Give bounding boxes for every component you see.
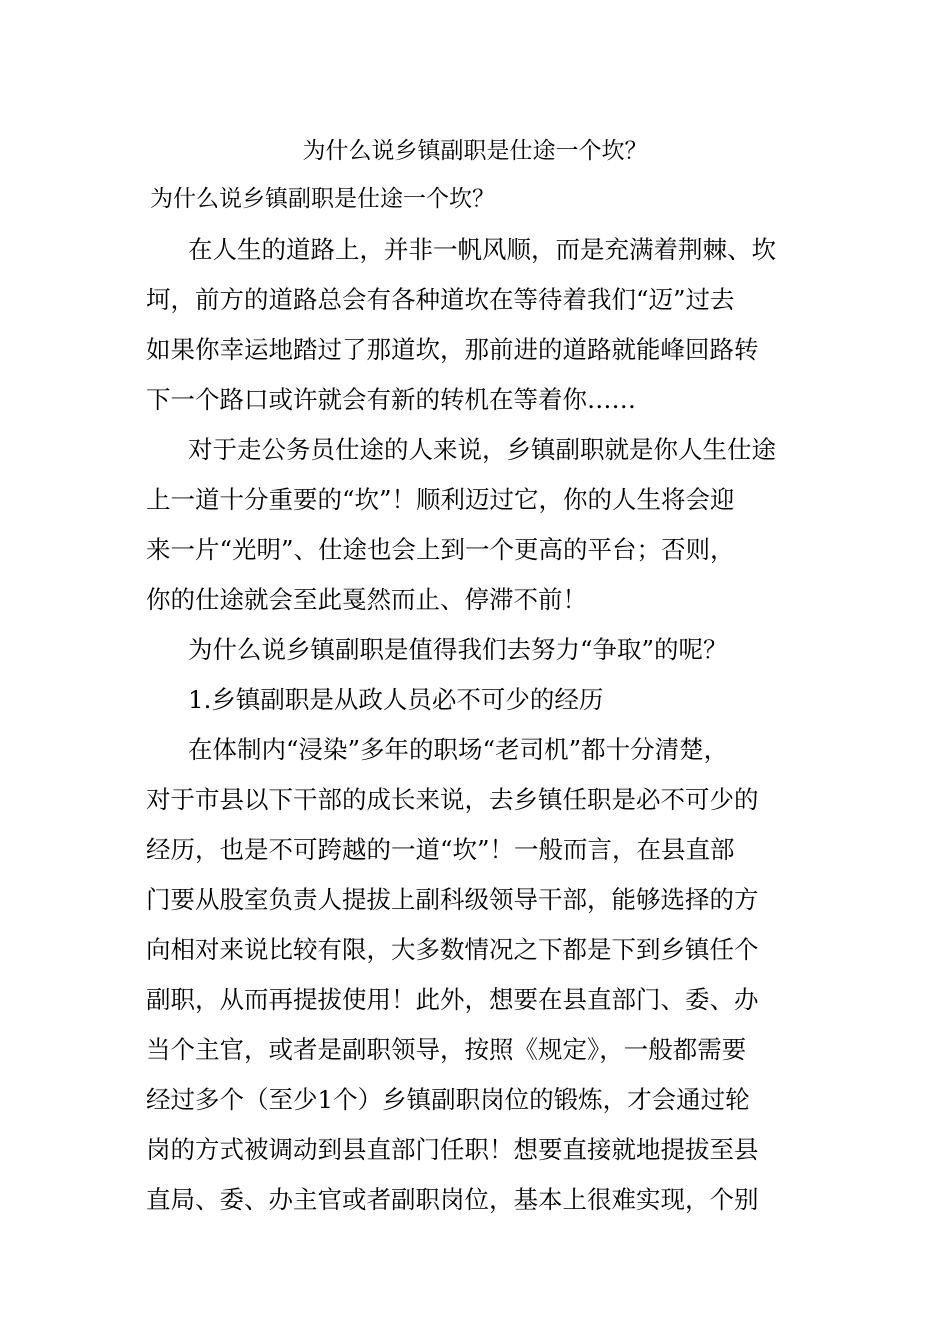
body-line: 对于走公务员仕途的人来说，乡镇副职就是你人生仕途 xyxy=(188,435,776,464)
body-line: 在人生的道路上，并非一帆风顺，而是充满着荆棘、坎 xyxy=(188,235,776,264)
body-line: 经过多个（至少1个）乡镇副职岗位的锻炼，才会通过轮 xyxy=(146,1085,750,1114)
body-line: 如果你幸运地踏过了那道坎，那前进的道路就能峰回路转 xyxy=(146,335,759,364)
body-line: 直局、委、办主官或者副职岗位，基本上很难实现，个别 xyxy=(146,1185,759,1214)
document-subtitle: 为什么说乡镇副职是仕途一个坎？ xyxy=(150,186,495,212)
body-line: 副职，从而再提拔使用！此外，想要在县直部门、委、办 xyxy=(146,985,759,1014)
body-line: 上一道十分重要的“坎”！顺利迈过它，你的人生将会迎 xyxy=(146,485,735,514)
body-line: 你的仕途就会至此戛然而止、停滞不前！ xyxy=(146,585,587,614)
body-line: 当个主官，或者是副职领导，按照《规定》，一般都需要 xyxy=(146,1035,747,1064)
body-line: 经历，也是不可跨越的一道“坎”！一般而言，在县直部 xyxy=(146,835,735,864)
body-line: 为什么说乡镇副职是值得我们去努力“争取”的呢？ xyxy=(188,635,728,664)
body-line: 岗的方式被调动到县直部门任职！想要直接就地提拔至县 xyxy=(146,1135,759,1164)
body-line: 坷，前方的道路总会有各种道坎在等待着我们“迈”过去 xyxy=(146,285,735,314)
body-line: 向相对来说比较有限，大多数情况之下都是下到乡镇任个 xyxy=(146,935,759,964)
body-line: 下一个路口或许就会有新的转机在等着你…… xyxy=(146,385,636,414)
body-line: 在体制内“浸染”多年的职场“老司机”都十分清楚， xyxy=(188,735,729,764)
section-heading: 1.乡镇副职是从政人员必不可少的经历 xyxy=(188,685,604,714)
document-title: 为什么说乡镇副职是仕途一个坎？ xyxy=(302,138,648,164)
body-line: 来一片“光明”、仕途也会上到一个更高的平台；否则， xyxy=(146,535,735,564)
body-line: 门要从股室负责人提拔上副科级领导干部，能够选择的方 xyxy=(146,885,759,914)
body-line: 对于市县以下干部的成长来说，去乡镇任职是必不可少的 xyxy=(146,785,759,814)
